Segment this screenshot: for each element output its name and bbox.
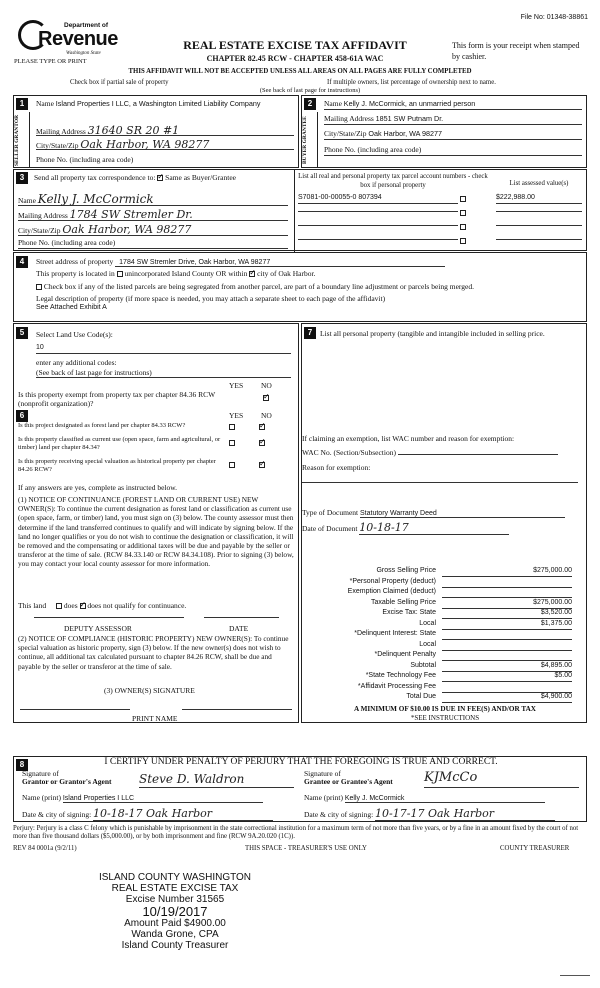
- warning-text: THIS AFFIDAVIT WILL NOT BE ACCEPTED UNLESS ALL AREAS ON ALL PAGES ARE FULLY COMPLETED: [128, 68, 472, 75]
- buyer-address-row: [324, 114, 582, 125]
- stamp-line: Wanda Grone, CPA: [131, 929, 219, 940]
- historic-checks: [229, 460, 265, 469]
- fee-row: [302, 620, 582, 630]
- fee-value[interactable]: $1,375.00: [442, 620, 572, 630]
- reason-line[interactable]: [302, 482, 578, 483]
- fee-value[interactable]: [442, 588, 572, 598]
- doc-type[interactable]: Statutory Warranty Deed: [360, 510, 565, 518]
- fee-label: *Delinquent Interest: State: [354, 630, 436, 637]
- same-as-buyer-label: Same as Buyer/Grantee: [165, 173, 236, 182]
- buyer-side-label: BUYER GRANTEE: [302, 116, 308, 164]
- personal-checkboxes: [460, 196, 466, 244]
- located-row: [36, 269, 315, 278]
- send-correspondence-row: [34, 173, 304, 182]
- corr-address-row: [18, 208, 288, 221]
- name-print-label: Name (print): [304, 793, 343, 802]
- name-label: Name: [324, 99, 342, 108]
- section-2-buyer: [301, 95, 587, 168]
- corr-name-row: [18, 192, 288, 206]
- grantee-name-row: [304, 793, 579, 803]
- fee-row: [302, 693, 582, 703]
- fee-label: Total Due: [406, 693, 436, 700]
- phone-label: Phone No. (including area code): [324, 145, 582, 156]
- historic-no-checkbox[interactable]: [259, 462, 265, 468]
- partial-sale-row: [70, 79, 361, 94]
- date-city-label: Date & city of signing:: [304, 810, 374, 819]
- see-instructions: *SEE INSTRUCTIONS: [410, 714, 480, 722]
- corr-city[interactable]: Oak Harbor, WA 98277: [62, 223, 192, 236]
- stamp-line: Amount Paid $4900.00: [124, 918, 226, 929]
- fee-value[interactable]: $275,000.00: [442, 599, 572, 609]
- seller-city[interactable]: Oak Harbor, WA 98277: [80, 138, 210, 151]
- doc-type-row: [302, 508, 582, 518]
- doc-date[interactable]: 10-18-17: [359, 521, 509, 535]
- buyer-name[interactable]: Kelly J. McCormick, an unmarried person: [343, 99, 476, 108]
- fee-value[interactable]: $5.00: [442, 672, 572, 682]
- see-back-instructions: (See back of last page for instructions): [36, 368, 291, 378]
- date-city-label: Date & city of signing:: [22, 810, 92, 819]
- city-checkbox[interactable]: [249, 271, 255, 277]
- corner-mark: [560, 975, 590, 976]
- fee-label: Local: [419, 619, 436, 627]
- minimum-note: A MINIMUM OF $10.00 IS DUE IN FEE(S) AND/OR TAX: [354, 705, 536, 713]
- city-label: City/State/Zip: [18, 226, 61, 235]
- address-label: Mailing Address: [324, 114, 374, 123]
- same-as-buyer-checkbox[interactable]: [157, 175, 163, 181]
- assessed-value[interactable]: $222,988.00: [496, 194, 582, 204]
- section-1-seller: [13, 95, 299, 168]
- exemption-label: If claiming an exemption, list WAC number and reason for exemption:: [302, 434, 515, 443]
- divider: [294, 170, 295, 252]
- signature-of-label: Signature of: [304, 769, 341, 778]
- buyer-address[interactable]: 1851 SW Putnam Dr.: [375, 114, 444, 123]
- buyer-city-row: [324, 129, 582, 140]
- city-label: City/State/Zip: [324, 129, 367, 138]
- reason-label: Reason for exemption:: [302, 463, 371, 472]
- legal-description-label: Legal description of property (if more space is needed, you may attach a separate sheet to each page of the affidavit): [36, 294, 386, 303]
- stamp-line: REAL ESTATE EXCISE TAX: [111, 883, 239, 894]
- current-use-no-checkbox[interactable]: [259, 440, 265, 446]
- parcel-header: List all real and personal property tax parcel account numbers - check box if personal property: [298, 173, 488, 189]
- partial-sale-label: Check box if partial sale of property: [70, 79, 169, 86]
- personal-property-label: List all personal property (tangible and intangible included in selling price.: [320, 329, 545, 338]
- section-5-6-left: [13, 323, 299, 723]
- historic-yes-checkbox[interactable]: [229, 462, 235, 468]
- treasurer-only-label: THIS SPACE - TREASURER'S USE ONLY: [245, 845, 367, 852]
- grantee-sig-label: [304, 770, 393, 786]
- print-name-label: PRINT NAME: [132, 714, 178, 723]
- name-label: Name: [18, 196, 36, 205]
- fee-label: *Delinquent Penalty: [374, 651, 436, 658]
- section-number: 2: [304, 98, 316, 110]
- legal-description[interactable]: See Attached Exhibit A: [36, 304, 107, 311]
- grantor-date-row: [22, 807, 297, 821]
- forest-checks: [229, 422, 265, 431]
- grantee-signature[interactable]: KJMcCo: [424, 770, 579, 788]
- if-yes-note: If any answers are yes, complete as instructed below.: [18, 483, 178, 492]
- see-back-note: (See back of last page for instructions): [259, 87, 361, 94]
- grantee-agent-label: Grantee or Grantee's Agent: [304, 777, 393, 786]
- does-checkbox[interactable]: [56, 603, 62, 609]
- assessed-line: [496, 211, 582, 212]
- fee-row: [302, 651, 582, 661]
- logo-dept: Department of: [64, 22, 109, 29]
- fee-value[interactable]: [442, 630, 572, 640]
- fee-row: [302, 578, 582, 588]
- please-type: PLEASE TYPE OR PRINT: [14, 58, 87, 65]
- fee-label: Excise Tax: State: [382, 609, 436, 616]
- this-land-label: This land: [18, 601, 47, 610]
- does-not-label: does not qualify for continuance.: [87, 601, 187, 610]
- stamp-line: 10/19/2017: [142, 904, 208, 919]
- section-3-correspondence: [13, 169, 587, 251]
- forest-question: Is this project designated as forest land per chapter 84.33 RCW?: [18, 422, 186, 429]
- segregated-checkbox[interactable]: [36, 284, 42, 290]
- section-number: 3: [16, 172, 28, 184]
- logo-state: Washington State: [66, 51, 101, 56]
- grantee-date-row: [304, 807, 584, 821]
- grantor-signature[interactable]: Steve D. Waldron: [139, 772, 294, 788]
- does-not-checkbox[interactable]: [80, 603, 86, 609]
- owner-signature-line-2[interactable]: [182, 709, 292, 710]
- seller-address[interactable]: 31640 SR 20 #1: [87, 124, 180, 137]
- page-subtitle: CHAPTER 82.45 RCW - CHAPTER 458-61A WAC: [206, 54, 384, 63]
- parcel-number[interactable]: S7081-00-00055-0 807394: [298, 194, 458, 204]
- assessed-header: List assessed value(s): [509, 180, 569, 187]
- assessor-date-label: DATE: [229, 624, 249, 633]
- seller-name-row: [36, 99, 294, 109]
- signature-of-label: Signature of: [22, 769, 59, 778]
- current-use-yes-checkbox[interactable]: [229, 440, 235, 446]
- located-label: This property is located in: [36, 269, 115, 278]
- fee-label: Local: [419, 640, 436, 648]
- fee-label: Exemption Claimed (deduct): [347, 588, 436, 595]
- buyer-city[interactable]: Oak Harbor, WA 98277: [368, 129, 443, 138]
- stamp-line: ISLAND COUNTY WASHINGTON: [98, 872, 252, 883]
- unincorporated-checkbox[interactable]: [117, 271, 123, 277]
- additional-codes-label: enter any additional codes:: [36, 358, 117, 367]
- notice-compliance: (2) NOTICE OF COMPLIANCE (HISTORIC PROPERTY) NEW OWNER(S): To continue special valuation as historic property, sign (3) below. If the new owner(s) does not wish to continue, all additional tax calculated pursuant to chapter 84.26 RCW, shall be due and payable by the seller or transferor at the time of sale.: [18, 634, 289, 671]
- fee-row: [302, 609, 582, 619]
- section-4-property: [13, 252, 587, 322]
- fee-value[interactable]: $3,520.00: [442, 609, 572, 619]
- current-use-checks: [229, 438, 265, 447]
- segregated-label: Check box if any of the listed parcels are being segregated from another parcel, are part of a boundary line adjustment or parcels being merged.: [43, 282, 474, 291]
- exempt-checks: [263, 393, 269, 402]
- address-label: Mailing Address: [36, 127, 86, 136]
- grantor-sig-label: [22, 770, 112, 786]
- personal-property-checkbox[interactable]: [460, 196, 466, 202]
- fee-row: [302, 683, 582, 693]
- stamp-line: Excise Number 31565: [125, 894, 225, 905]
- historic-question: Is this property receiving special valuation as historical property per chapter 84.26 RCW?: [18, 458, 216, 473]
- does-label: does: [63, 601, 78, 610]
- grantor-name[interactable]: Island Properties I LLC: [63, 795, 263, 803]
- owner-signature-line[interactable]: [20, 709, 130, 710]
- unincorporated-label: unincorporated Island County OR within: [124, 269, 248, 278]
- grantor-agent-label: Grantor or Grantor's Agent: [22, 777, 112, 786]
- section-number: 6: [16, 410, 28, 422]
- grantor-date-city[interactable]: 10-18-17 Oak Harbor: [93, 807, 273, 821]
- fee-value[interactable]: [442, 683, 572, 693]
- send-label: Send all property tax correspondence to:: [34, 173, 156, 182]
- seller-city-row: [36, 138, 294, 150]
- multiple-owners-note: If multiple owners, list percentage of ownership next to name.: [327, 79, 496, 86]
- wac-field[interactable]: [398, 454, 558, 455]
- section-number: 5: [16, 327, 28, 339]
- deputy-assessor-label: DEPUTY ASSESSOR: [64, 624, 132, 633]
- parcel-line: [298, 211, 458, 212]
- fee-value[interactable]: [442, 578, 572, 588]
- corr-address[interactable]: 1784 SW Stremler Dr.: [69, 208, 193, 221]
- wac-row: [302, 448, 578, 457]
- perjury-statement: Perjury: Perjury is a class C felony which is punishable by imprisonment in the state correctional institution for a maximum term of not more than five years, or by a fine in an amount fixed by the court of not more than five thousand dollars ($5,000.00), or by both imprisonment and fine (RCW 9A.20.020 (1C)).: [13, 825, 579, 840]
- certify-statement: I CERTIFY UNDER PENALTY OF PERJURY THAT THE FOREGOING IS TRUE AND CORRECT.: [104, 757, 498, 767]
- seller-address-row: [36, 124, 294, 136]
- notice-continuance: (1) NOTICE OF CONTINUANCE (FOREST LAND OR CURRENT USE) NEW OWNER(S): To continue the current designation as forest land or classification as current use (open space, farm, or timber) land, you must sign on (3) below. The county assessor must then determine if the land transferred continues to qualify and will indicate by signing below. If the land no longer qualifies or you do not wish to continue the designation or classification, it will be removed and the compensating or additional taxes will be due and payable by the seller or transferor at the time of sale. (RCW 84.33.140 or RCW 84.34.108). Prior to signing (3) below, you may contact your local county assessor for more information.: [18, 495, 294, 569]
- address-label: Mailing Address: [18, 211, 68, 220]
- fee-row: [302, 662, 582, 672]
- no-header: NO: [261, 381, 272, 390]
- fee-value[interactable]: $275,000.00: [442, 567, 572, 577]
- section-number: 1: [16, 98, 28, 110]
- fee-value[interactable]: [442, 651, 572, 661]
- logo-name: Revenue: [38, 28, 118, 50]
- seller-side-label-box: [14, 112, 30, 168]
- doc-date-label: Date of Document: [302, 524, 358, 533]
- fee-row: [302, 567, 582, 577]
- section-7-right: [301, 323, 587, 723]
- treasurer-stamp: [90, 872, 260, 951]
- fee-row: [302, 599, 582, 609]
- personal-property-checkbox[interactable]: [460, 238, 466, 244]
- phone-label: Phone No. (including area code): [18, 238, 288, 249]
- doc-date-row: [302, 521, 582, 535]
- no-header: NO: [261, 411, 272, 420]
- fee-value[interactable]: $4,900.00: [442, 693, 572, 703]
- exempt-question: Is this property exempt from property tax per chapter 84.36 RCW (nonprofit organization)?: [18, 390, 216, 408]
- fee-row: [302, 672, 582, 682]
- fee-row: [302, 630, 582, 640]
- fee-label: *State Technology Fee: [365, 672, 436, 679]
- stamp-line: Island County Treasurer: [121, 940, 229, 951]
- name-print-label: Name (print): [22, 793, 61, 802]
- personal-property-checkbox[interactable]: [460, 210, 466, 216]
- current-use-question: Is this property classified as current use (open space, farm and agricultural, or timber) land per chapter 84.34?: [18, 436, 221, 451]
- segregated-row: [36, 282, 584, 291]
- assessed-line: [496, 225, 582, 226]
- form-revision: REV 84 0001a (9/2/11): [13, 845, 77, 852]
- seller-name[interactable]: Island Properties I LLC, a Washington Limited Liability Company: [55, 99, 261, 108]
- parcel-line: [298, 239, 458, 240]
- assessed-line: [496, 239, 582, 240]
- yes-header: YES: [229, 411, 244, 420]
- personal-property-checkbox[interactable]: [460, 224, 466, 230]
- street-row: [36, 257, 576, 267]
- name-label: Name: [36, 99, 54, 108]
- grantee-date-city[interactable]: 10-17-17 Oak Harbor: [375, 807, 555, 821]
- exempt-no-checkbox[interactable]: [263, 395, 269, 401]
- assessor-date-line[interactable]: [204, 617, 279, 618]
- page-title: REAL ESTATE EXCISE TAX AFFIDAVIT: [183, 38, 407, 52]
- qualify-row: [18, 601, 186, 610]
- owner-signature-label: (3) OWNER(S) SIGNATURE: [104, 686, 195, 695]
- section-8-certification: [13, 756, 587, 822]
- yes-header: YES: [229, 381, 244, 390]
- buyer-name-row: [324, 99, 582, 110]
- property-street[interactable]: 1784 SW Stremler Drive, Oak Harbor, WA 98277: [115, 259, 445, 267]
- city-label: City/State/Zip: [36, 141, 79, 150]
- county-treasurer-label: COUNTY TREASURER: [500, 845, 570, 852]
- city-name: city of Oak Harbor.: [257, 269, 316, 278]
- fee-label: Gross Selling Price: [376, 567, 436, 574]
- street-label: Street address of property: [36, 257, 114, 266]
- grantee-name[interactable]: Kelly J. McCormick: [345, 795, 545, 803]
- phone-label: Phone No. (including area code): [36, 155, 134, 164]
- receipt-note: This form is your receipt when stamped by cashier.: [452, 41, 580, 61]
- doc-type-label: Type of Document: [302, 508, 359, 517]
- fee-label: *Personal Property (deduct): [349, 577, 436, 585]
- seller-side-label: SELLER GRANTOR: [14, 114, 20, 166]
- land-use-code[interactable]: 10: [36, 342, 291, 354]
- corr-name[interactable]: Kelly J. McCormick: [37, 192, 154, 206]
- wac-label: WAC No. (Section/Subsection): [302, 448, 396, 457]
- fee-value[interactable]: [442, 641, 572, 651]
- fee-row: [302, 641, 582, 651]
- forest-no-checkbox[interactable]: [259, 424, 265, 430]
- parcel-line: [298, 225, 458, 226]
- fee-row: [302, 588, 582, 598]
- buyer-side-label-box: [302, 112, 318, 168]
- assessor-signature-line[interactable]: [34, 617, 184, 618]
- section-number: 4: [16, 256, 28, 268]
- fee-label: *Affidavit Processing Fee: [357, 682, 436, 690]
- land-use-label: Select Land Use Code(s):: [36, 330, 113, 339]
- section-number: 8: [16, 759, 28, 771]
- fee-label: Subtotal: [410, 661, 436, 669]
- fee-label: Taxable Selling Price: [371, 598, 436, 606]
- forest-yes-checkbox[interactable]: [229, 424, 235, 430]
- section-number: 7: [304, 327, 316, 339]
- corr-city-row: [18, 223, 288, 236]
- grantor-name-row: [22, 793, 297, 803]
- fee-value[interactable]: $4,895.00: [442, 662, 572, 672]
- file-number: File No: 01348-38861: [520, 14, 588, 21]
